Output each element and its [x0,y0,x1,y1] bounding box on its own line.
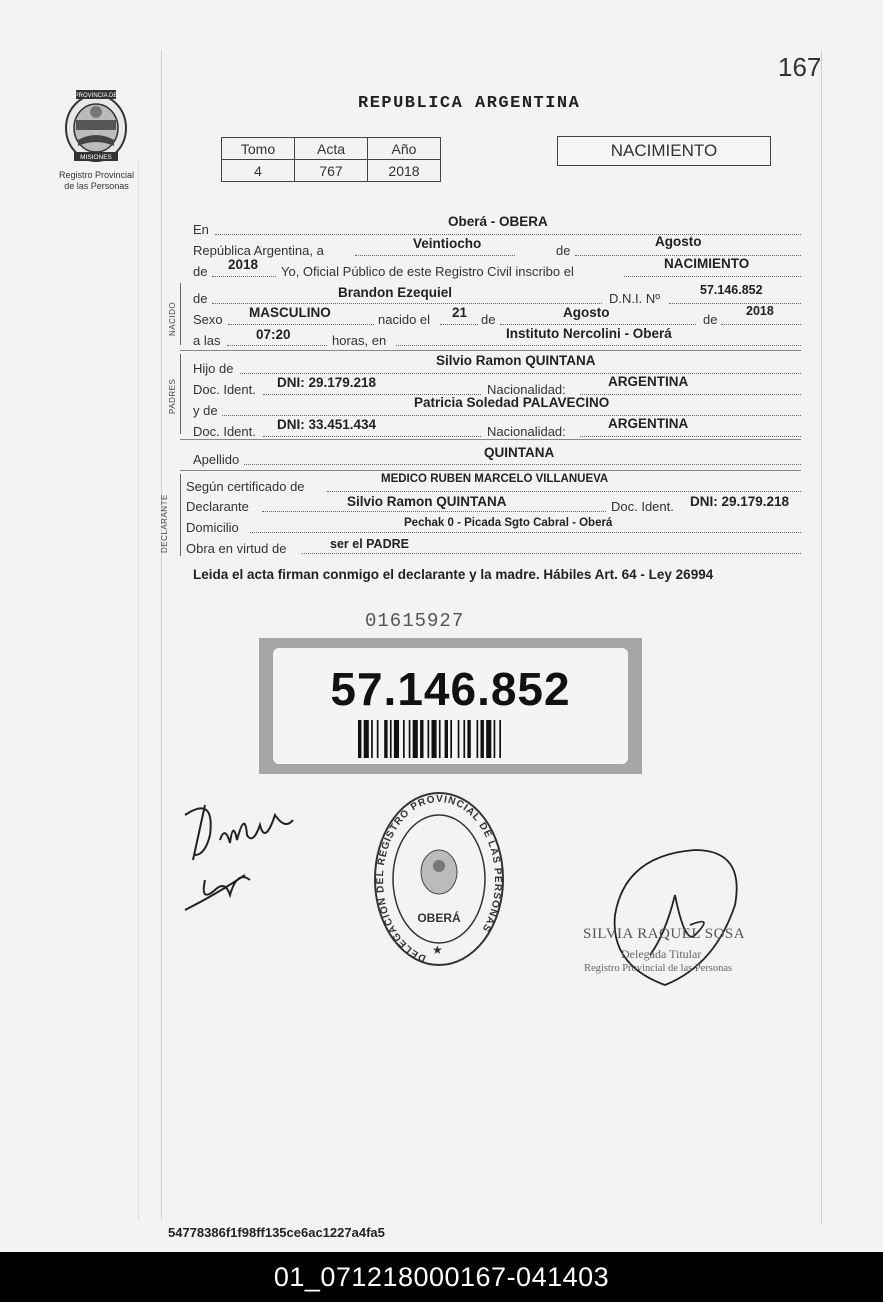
label-republica: República Argentina, a [193,243,324,258]
declarante-doc: DNI: 29.179.218 [690,494,790,509]
value-anio: 2018 [368,160,441,182]
dots-line [669,303,801,304]
section-divider [180,439,801,440]
svg-text:PROVINCIA DE: PROVINCIA DE [74,93,118,99]
section-bracket [180,283,181,345]
official-organization: Registro Provincial de las Personas [584,963,733,974]
svg-text:OBERÁ: OBERÁ [417,911,461,925]
certificate: MEDICO RUBEN MARCELO VILLANUEVA [381,473,609,485]
label-y-de: y de [193,403,218,418]
label-declarante: Declarante [186,499,249,514]
signature-declarante-icon [175,785,305,920]
obra: ser el PADRE [330,537,409,551]
header-tomo: Tomo [222,138,295,160]
label-sexo: Sexo [193,312,223,327]
child-name: Brandon Ezequiel [338,285,453,300]
registry-label-line2: de las Personas [64,181,129,191]
dots-line [222,415,801,416]
dni-sticker-inner [273,648,628,764]
svg-text:MISIONES: MISIONES [80,154,112,161]
value-tomo: 4 [222,160,295,182]
birth-time: 07:20 [256,327,291,342]
dots-line [721,324,801,325]
label-de: de [481,312,496,327]
birth-day: 21 [452,305,468,320]
inscription: NACIMIENTO [664,256,750,271]
official-name: SILVIA RAQUEL SOSA [583,926,746,942]
father-name: Silvio Ramon QUINTANA [436,353,596,368]
father-nationality: ARGENTINA [608,374,689,389]
label-a-las: a las [193,333,221,348]
dots-line [500,324,696,325]
mother-nationality: ARGENTINA [608,416,689,431]
label-hijo-de: Hijo de [193,361,234,376]
section-label-nacido: NACIDO [168,301,177,336]
mother-doc: DNI: 33.451.434 [277,417,377,432]
label-de: de [556,243,571,258]
closing-text: Leida el acta firman conmigo el declarante y la madre. Hábiles Art. 64 - Ley 26994 [193,567,714,582]
dots-line [240,373,801,374]
label-nacionalidad: Nacionalidad: [487,382,566,397]
dots-line [624,276,801,277]
apellido-value: QUINTANA [484,445,555,460]
section-bracket [180,354,181,434]
barcode-icon [358,720,564,758]
registry-label-line1: Registro Provincial [58,170,135,180]
dots-line [227,345,327,346]
svg-text:DELEGACION DEL REGISTRO PROVIN: DELEGACION DEL REGISTRO PROVINCIAL DE LAS PERSONAS [375,793,504,964]
dni-number: 57.146.852 [330,663,571,715]
place-city: Oberá - OBERA [448,214,548,229]
header-acta: Acta [295,138,368,160]
dots-line [396,345,801,346]
dots-line [215,234,801,235]
province-logo [62,86,130,164]
dots-line [580,436,801,437]
left-outer-line [138,160,139,1220]
document-title: REPUBLICA ARGENTINA [358,94,581,113]
header-anio: Año [368,138,441,160]
footer-code: 01_071218000167-041403 [0,1252,883,1302]
section-label-declarante: DECLARANTE [160,494,169,553]
dots-line [212,303,602,304]
label-domicilio: Domicilio [186,520,239,535]
day-word: Veintiocho [413,236,482,251]
right-margin-line [821,50,822,1225]
document-hash: 54778386f1f98ff135ce6ac1227a4fa5 [168,1225,385,1240]
label-doc-ident: Doc. Ident. [193,382,256,397]
declarante-name: Silvio Ramon QUINTANA [347,494,507,509]
sexo: MASCULINO [249,305,331,320]
stamp-number: 01615927 [365,610,465,632]
section-label-padres: PADRES [168,378,177,414]
dots-line [212,276,276,277]
label-dni: D.N.I. Nº [609,291,660,306]
svg-text:★: ★ [432,943,443,957]
dots-line [355,255,515,256]
label-nacido-el: nacido el [378,312,431,327]
label-de: de [193,264,208,279]
birth-place: Instituto Nercolini - Oberá [506,326,672,341]
birth-year: 2018 [746,304,774,318]
label-de: de [193,291,208,306]
official-seal-icon [372,790,506,968]
registry-label [44,170,149,192]
domicilio: Pechak 0 - Picada Sgto Cabral - Oberá [404,517,613,529]
label-certificado: Según certificado de [186,479,305,494]
dni-sticker [259,638,642,774]
label-nacionalidad: Nacionalidad: [487,424,566,439]
label-officer: Yo, Oficial Público de este Registro Civil inscribo el [281,264,574,279]
act-type-box: NACIMIENTO [557,136,771,166]
volume-table [221,137,441,182]
label-doc-ident: Doc. Ident. [611,499,674,514]
left-margin-line [161,50,162,1220]
section-bracket [180,474,181,556]
month: Agosto [655,234,702,249]
dots-line [302,553,801,554]
child-dni: 57.146.852 [700,283,763,297]
dots-line [244,464,801,465]
mother-name: Patricia Soledad PALAVECINO [414,395,610,410]
birth-month: Agosto [563,305,610,320]
dots-line [440,324,478,325]
page-number: 167 [778,52,822,82]
dots-line [327,491,801,492]
value-acta: 767 [295,160,368,182]
father-doc: DNI: 29.179.218 [277,375,377,390]
dots-line [250,532,801,533]
label-en: En [193,222,209,237]
dots-line [263,436,481,437]
label-apellido: Apellido [193,452,240,467]
official-role: Delegada Titular [621,947,702,961]
label-horas: horas, en [332,333,387,348]
year: 2018 [228,257,259,272]
section-divider [180,350,801,351]
label-de: de [703,312,718,327]
label-doc-ident: Doc. Ident. [193,424,256,439]
section-divider [180,470,801,471]
dots-line [580,394,801,395]
label-obra: Obra en virtud de [186,541,287,556]
dots-line [228,324,374,325]
dots-line [262,511,606,512]
